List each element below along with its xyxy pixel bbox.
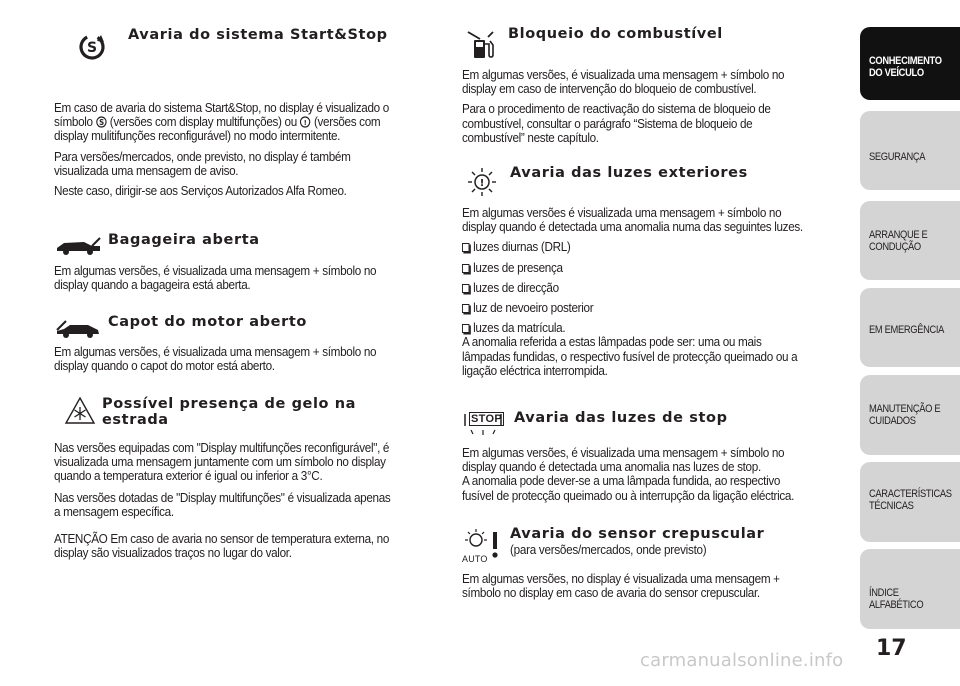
bullet-icon [462, 304, 469, 313]
twilight-sensor-failure-icon [462, 526, 506, 566]
tab-vehicle-knowledge[interactable] [860, 27, 960, 100]
list-item-label: luz de nevoeiro posterior [473, 301, 594, 316]
text-line: Em algumas versões é visualizada uma mensagem + símbolo no [462, 206, 782, 220]
heading-subtitle: (para versões/mercados, onde previsto) [510, 543, 707, 557]
tab-label: DO VEÍCULO [869, 67, 924, 79]
tab-safety[interactable] [860, 111, 960, 190]
stop-lamp-failure-icon [462, 410, 504, 440]
list-item-label: luzes da matrícula. [473, 321, 566, 336]
bullet-icon [462, 264, 469, 273]
text-line: A anomalia pode dever-se a uma lâmpada fundida, ao respectivo [462, 474, 781, 489]
text-line: display quando o capot do motor está aberto. [54, 359, 275, 374]
exterior-bulb-failure-icon [466, 166, 498, 198]
text-fragment: (versões com [313, 115, 381, 130]
stop-lights-heading: Avaria das luzes de stop [514, 410, 728, 426]
tab-label: CONDUÇÃO [869, 241, 921, 253]
text-line: display em caso de intervenção do bloqueio de combustível. [462, 82, 757, 97]
text-line: Em algumas versões, no display é visualizada uma mensagem + [462, 572, 780, 586]
car-trunk-icon [54, 234, 102, 256]
start-stop-heading: Avaria do sistema Start&Stop [128, 27, 388, 43]
text-line: fusível de protecção queimado ou à interrupção da ligação eléctrica. [462, 488, 795, 503]
svg-text:S: S [98, 117, 104, 128]
text-line: display mulitifunções reconfigurável) no modo intermitente. [54, 129, 341, 144]
tab-label: SEGURANÇA [869, 151, 926, 163]
text-fragment: (versões com display multifunções) ou [109, 115, 297, 130]
text-line: A anomalia referida a estas lâmpadas pode ser: uma ou mais [462, 335, 762, 350]
twilight-sensor-heading [510, 526, 764, 558]
heading-line: Possível presença de gelo na [102, 396, 357, 412]
exterior-lights-heading: Avaria das luzes exteriores [510, 165, 748, 181]
page-number: 17 [876, 636, 907, 661]
text-line: Em algumas versões, é visualizada uma mensagem + símbolo no [54, 345, 377, 359]
text-line: lâmpadas fundidas, o respectivo fusível de protecção queimado ou a [462, 349, 798, 364]
start-stop-icon-small [96, 116, 107, 128]
list-item-label: luzes diurnas (DRL) [473, 240, 571, 255]
tab-label: TÉCNICAS [869, 500, 914, 512]
text-line: Nas versões equipadas com "Display multifunções reconfigurável", é [54, 441, 390, 455]
text-line: Em algumas versões, é visualizada uma mensagem + símbolo no [462, 446, 785, 460]
list-item [462, 301, 845, 315]
stop-lamp-label: STOP [471, 413, 502, 425]
svg-text:!: ! [479, 178, 485, 189]
text-line: Para versões/mercados, onde previsto, no display é também [54, 149, 351, 164]
text-line: visualizada uma mensagem juntamente com um símbolo no display [54, 455, 386, 470]
bullet-icon [462, 243, 469, 252]
exterior-lights-text [462, 206, 845, 378]
list-item [462, 261, 845, 275]
text-line: Em algumas versões, é visualizada uma mensagem + símbolo no [54, 264, 377, 278]
ice-warning-text [54, 441, 437, 560]
text-line: Em algumas versões, é visualizada uma mensagem + símbolo no [462, 68, 785, 82]
start-stop-icon [76, 31, 108, 63]
trunk-open-heading: Bagageira aberta [108, 232, 260, 248]
tab-maintenance[interactable] [860, 375, 960, 455]
twilight-sensor-text [462, 572, 845, 600]
text-line [54, 115, 437, 129]
fuel-cutoff-heading: Bloqueio do combustível [508, 26, 723, 42]
tab-technical-specs[interactable] [860, 462, 960, 542]
snowflake-warning-icon [64, 396, 96, 426]
text-line: Neste caso, dirigir-se aos Serviços Autorizados Alfa Romeo. [54, 184, 347, 199]
tab-label: CARACTERÍSTICAS [869, 488, 952, 500]
start-stop-warning-icon-small [300, 116, 311, 128]
tab-label: ÍNDICE ALFABÉTICO [869, 587, 924, 611]
tab-label: MANUTENÇÃO E [869, 403, 941, 415]
text-line: display são visualizados traços no lugar do valor. [54, 546, 292, 561]
chapter-sidebar [860, 0, 960, 686]
text-line: quando a temperatura exterior é igual ou inferior a 3°C. [54, 469, 323, 484]
text-line: display quando é detectada uma anomalia numa das seguintes luzes. [462, 220, 803, 235]
auto-label: AUTO [462, 554, 488, 564]
trunk-open-text [54, 264, 437, 292]
text-line: símbolo no display em caso de avaria do sensor crepuscular. [462, 586, 760, 601]
svg-text:S: S [86, 40, 98, 56]
fuel-cutoff-icon [466, 28, 500, 62]
text-fragment: símbolo [54, 115, 93, 130]
fuel-cutoff-text [462, 68, 845, 145]
tab-label: ARRANQUE E [869, 229, 928, 241]
text-line: combustível” neste capítulo. [462, 130, 599, 145]
tab-starting-driving[interactable] [860, 201, 960, 280]
list-item-label: luzes de direcção [473, 280, 559, 295]
bullet-icon [462, 284, 469, 293]
hood-open-heading: Capot do motor aberto [108, 314, 307, 330]
text-line: display quando a bagageira está aberta. [54, 278, 251, 293]
heading-line: Avaria do sensor crepuscular [510, 526, 765, 542]
list-item-label: luzes de presença [473, 260, 563, 275]
text-line: visualizada uma mensagem de aviso. [54, 163, 239, 178]
text-line: Nas versões dotadas de "Display multifunções" é visualizada apenas [54, 490, 391, 505]
tab-label: CUIDADOS [869, 415, 916, 427]
tab-label: EM EMERGÊNCIA [869, 324, 945, 336]
watermark: carmanualsonline.info [640, 650, 844, 671]
tab-label: CONHECIMENTO [869, 55, 942, 67]
text-line: display quando é detectada uma anomalia nas luzes de stop. [462, 460, 761, 475]
hood-open-text [54, 345, 437, 373]
text-line: combustível, consultar o parágrafo “Sistema de bloqueio de [462, 116, 753, 131]
stop-lights-text [462, 446, 845, 503]
text-line: Em caso de avaria do sistema Start&Stop, no display é visualizado o [54, 101, 389, 115]
heading-line: estrada [102, 412, 169, 428]
list-item [462, 281, 845, 295]
list-item [462, 240, 845, 254]
text-line: Para o procedimento de reactivação do sistema de bloqueio de [462, 102, 771, 117]
tab-index[interactable] [860, 549, 960, 629]
car-hood-icon [54, 317, 102, 339]
bullet-icon [462, 324, 469, 333]
list-item [462, 321, 845, 335]
tab-emergency[interactable] [860, 288, 960, 367]
text-line: ligação eléctrica interrompida. [462, 363, 608, 378]
ice-warning-heading [102, 396, 356, 428]
svg-text:!: ! [304, 118, 307, 128]
start-stop-text [54, 101, 437, 198]
text-line: ATENÇÃO Em caso de avaria no sensor de temperatura externa, no [54, 532, 390, 547]
text-line: a mensagem específica. [54, 504, 174, 519]
